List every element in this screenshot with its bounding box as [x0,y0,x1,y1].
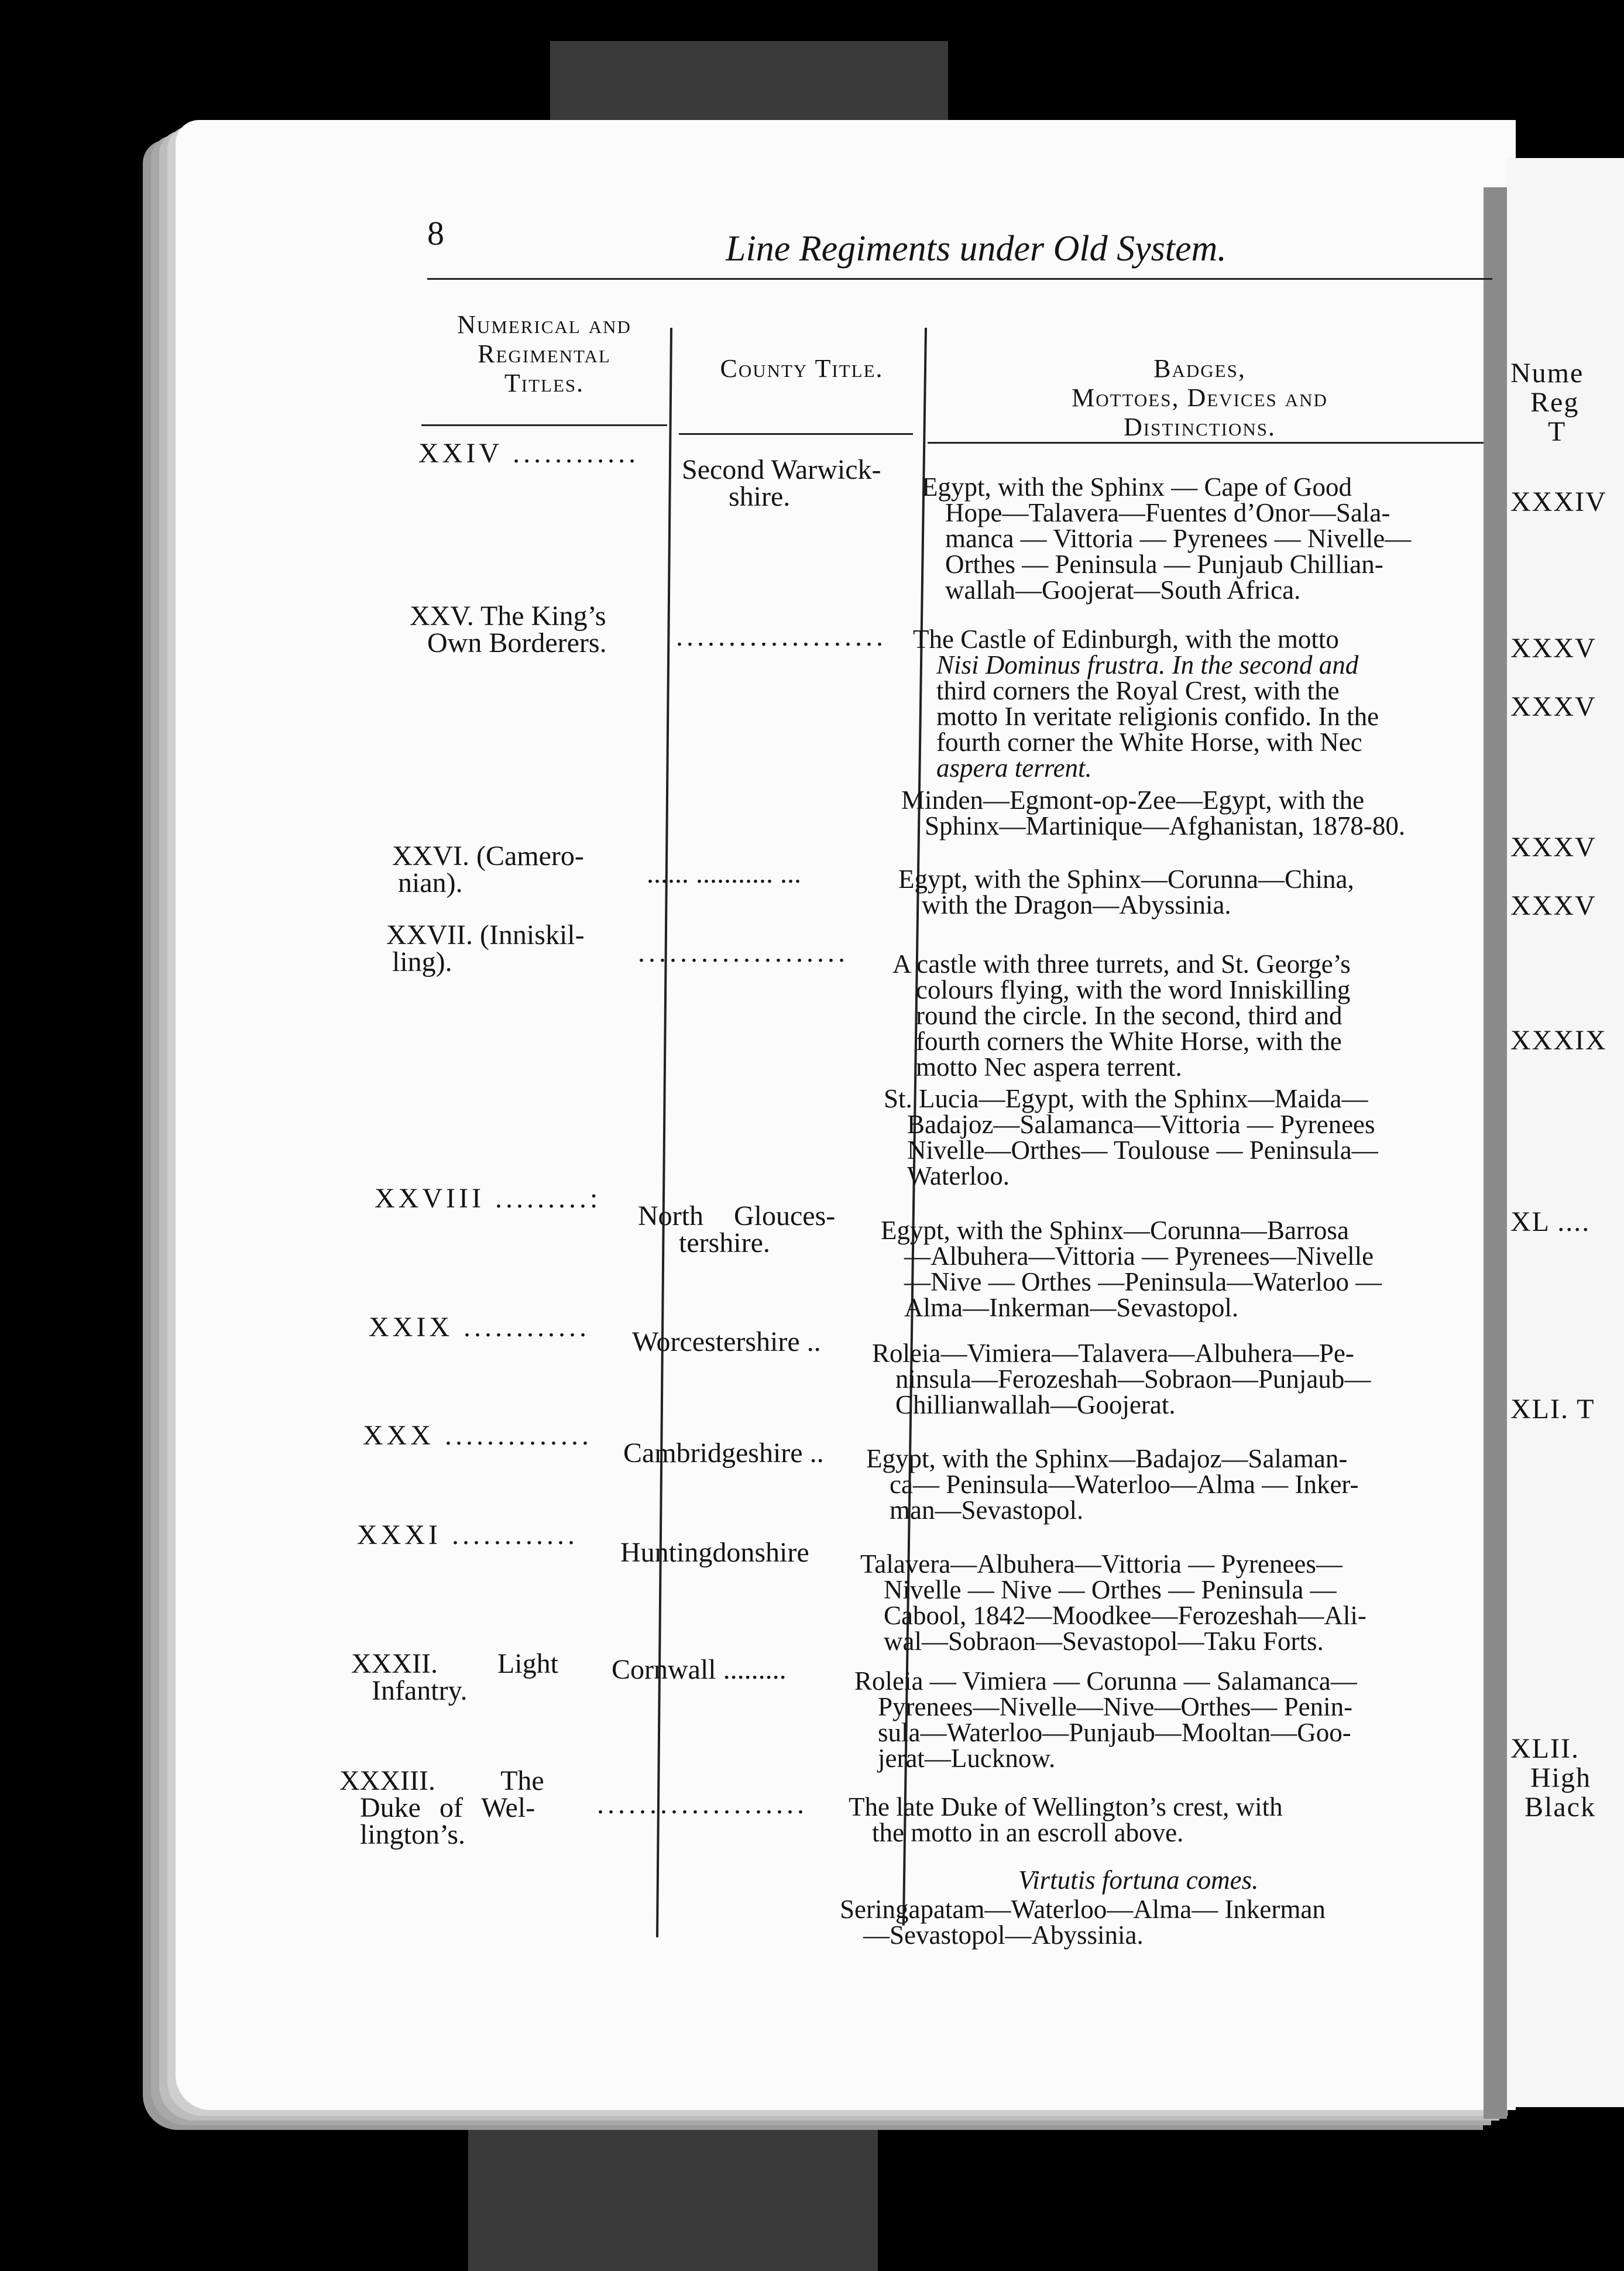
badges-text-secondary: Minden—Egmont-op-Zee—Egypt, with the Sphinx—Martinique—Afghanistan, 1878-80. [901,785,1406,841]
header-rule [427,278,1492,280]
regiment-number: XXX .............. [363,1420,592,1451]
badges-text: Egypt, with the Sphinx—Corunna—Barrosa —Albuhera—Vittoria — Pyrenees—Nivelle —Nive — Orthes —Peninsula—Waterloo — Alma—Inkerman—Sevastopol. [881,1216,1382,1322]
page-number: 8 [427,214,444,252]
county-title: ...... ........... ... [647,858,801,889]
badges-text: Talavera—Albuhera—Vittoria — Pyrenees— Nivelle — Nive — Orthes — Peninsula — Cabool, 1842—Moodkee—Ferozeshah—Ali- wal—Sobraon—Sevastopol—Taku Forts. [860,1549,1367,1656]
regiment-number: XXV. The King’s Own Borderers. [410,601,607,658]
badges-text: Egypt, with the Sphinx—Corunna—China, with the Dragon—Abyssinia. [898,865,1354,920]
county-title: Second Warwick- shire. [682,454,881,512]
regiment-number: XXVII. (Inniskil- ling). [386,920,585,977]
heading-rule [421,424,667,426]
heading-rule [928,442,1484,444]
county-title: .................... [597,1789,808,1820]
county-title: Cambridgeshire .. [623,1438,824,1469]
county-title: Worcestershire .. [632,1326,821,1357]
badges-text: The Castle of Edinburgh, with the motto Nisi Dominus frustra. In the second and third corners the Royal Crest, with the motto In veritate religionis confido. In the fourth corner the White Horse, with Nec aspera terrent. [913,625,1379,783]
facing-page-text: XXXIV [1510,486,1607,517]
regiment-number: XXVI. (Camero- nian). [392,841,584,898]
facing-page-text: XL .... [1510,1206,1591,1237]
county-title: Cornwall ......... [612,1654,787,1685]
facing-page-text: XXXIX [1510,1025,1607,1056]
facing-page-text: Nume [1510,358,1584,389]
book-spine [1484,187,1507,2119]
county-title: .................... [638,937,849,968]
scanner-background [468,2107,878,2271]
facing-page-text: XLII. [1510,1733,1580,1764]
regiment-number: XXVIII .........: [375,1183,602,1214]
badges-text: Egypt, with the Sphinx—Badajoz—Salaman- ca— Peninsula—Waterloo—Alma — Inker- man—Sevastopol. [866,1444,1359,1525]
facing-page-text: XLI. T [1510,1394,1595,1425]
county-title: North Glouces- tershire. [638,1200,836,1258]
running-head: Line Regiments under Old System. [726,229,1227,269]
badges-text: Egypt, with the Sphinx — Cape of Good Hope—Talavera—Fuentes d’Onor—Sala- manca — Vittoria — Pyrenees — Nivelle— Orthes — Peninsula — Punjaub Chillian- wallah—Goojerat—South Africa. [922,472,1412,605]
badges-text: Roleia—Vimiera—Talavera—Albuhera—Pe- ninsula—Ferozeshah—Sobraon—Punjaub— Chillianwallah—Goojerat. [872,1339,1371,1419]
badges-text-secondary: Seringapatam—Waterloo—Alma— Inkerman —Sevastopol—Abyssinia. [840,1895,1326,1950]
badges-text: A castle with three turrets, and St. George’s colours flying, with the word Inniskilling round the circle. In the second, third and fourth corners the White Horse, with the motto Nec aspera terrent. [892,949,1351,1082]
motto: Virtutis fortuna comes. [1018,1865,1259,1895]
column-heading-badges: Badges, Mottoes, Devices and Distinctions. [1072,354,1328,441]
county-title: Huntingdonshire [620,1537,809,1568]
facing-page-text: XXXV [1510,633,1596,664]
facing-page-text: XXXV [1510,832,1596,863]
regiment-number: XXXI ............ [357,1519,578,1550]
regiment-number: XXIV ............ [418,438,640,469]
facing-page-text: XXXV [1510,890,1596,921]
facing-page [1507,158,1624,2107]
badges-text: Roleia — Vimiera — Corunna — Salamanca— Pyrenees—Nivelle—Nive—Orthes— Penin- sula—Waterloo—Punjaub—Mooltan—Goo- jerat—Lucknow. [854,1666,1357,1773]
facing-page-text: High [1530,1762,1591,1793]
column-heading-county: County Title. [720,354,884,383]
badges-text: The late Duke of Wellington’s crest, with the motto in an escroll above. [849,1792,1283,1847]
badges-text-secondary: St. Lucia—Egypt, with the Sphinx—Maida— Badajoz—Salamanca—Vittoria — Pyrenees Nivelle—Orthes— Toulouse — Peninsula— Waterloo. [884,1084,1378,1191]
facing-page-text: Black [1525,1792,1596,1823]
county-title: .................... [676,621,887,652]
facing-page-text: Reg [1530,387,1580,418]
regiment-number: XXXII. Light Infantry. [351,1648,558,1706]
column-heading-numerical: Numerical and Regimental Titles. [457,310,631,397]
heading-rule [679,433,913,435]
facing-page-text: XXXV [1510,691,1596,722]
regiment-number: XXXIII. The Duke of Wel- lington’s. [339,1765,544,1850]
regiment-number: XXIX ............ [369,1312,590,1343]
facing-page-text: T [1548,416,1567,447]
